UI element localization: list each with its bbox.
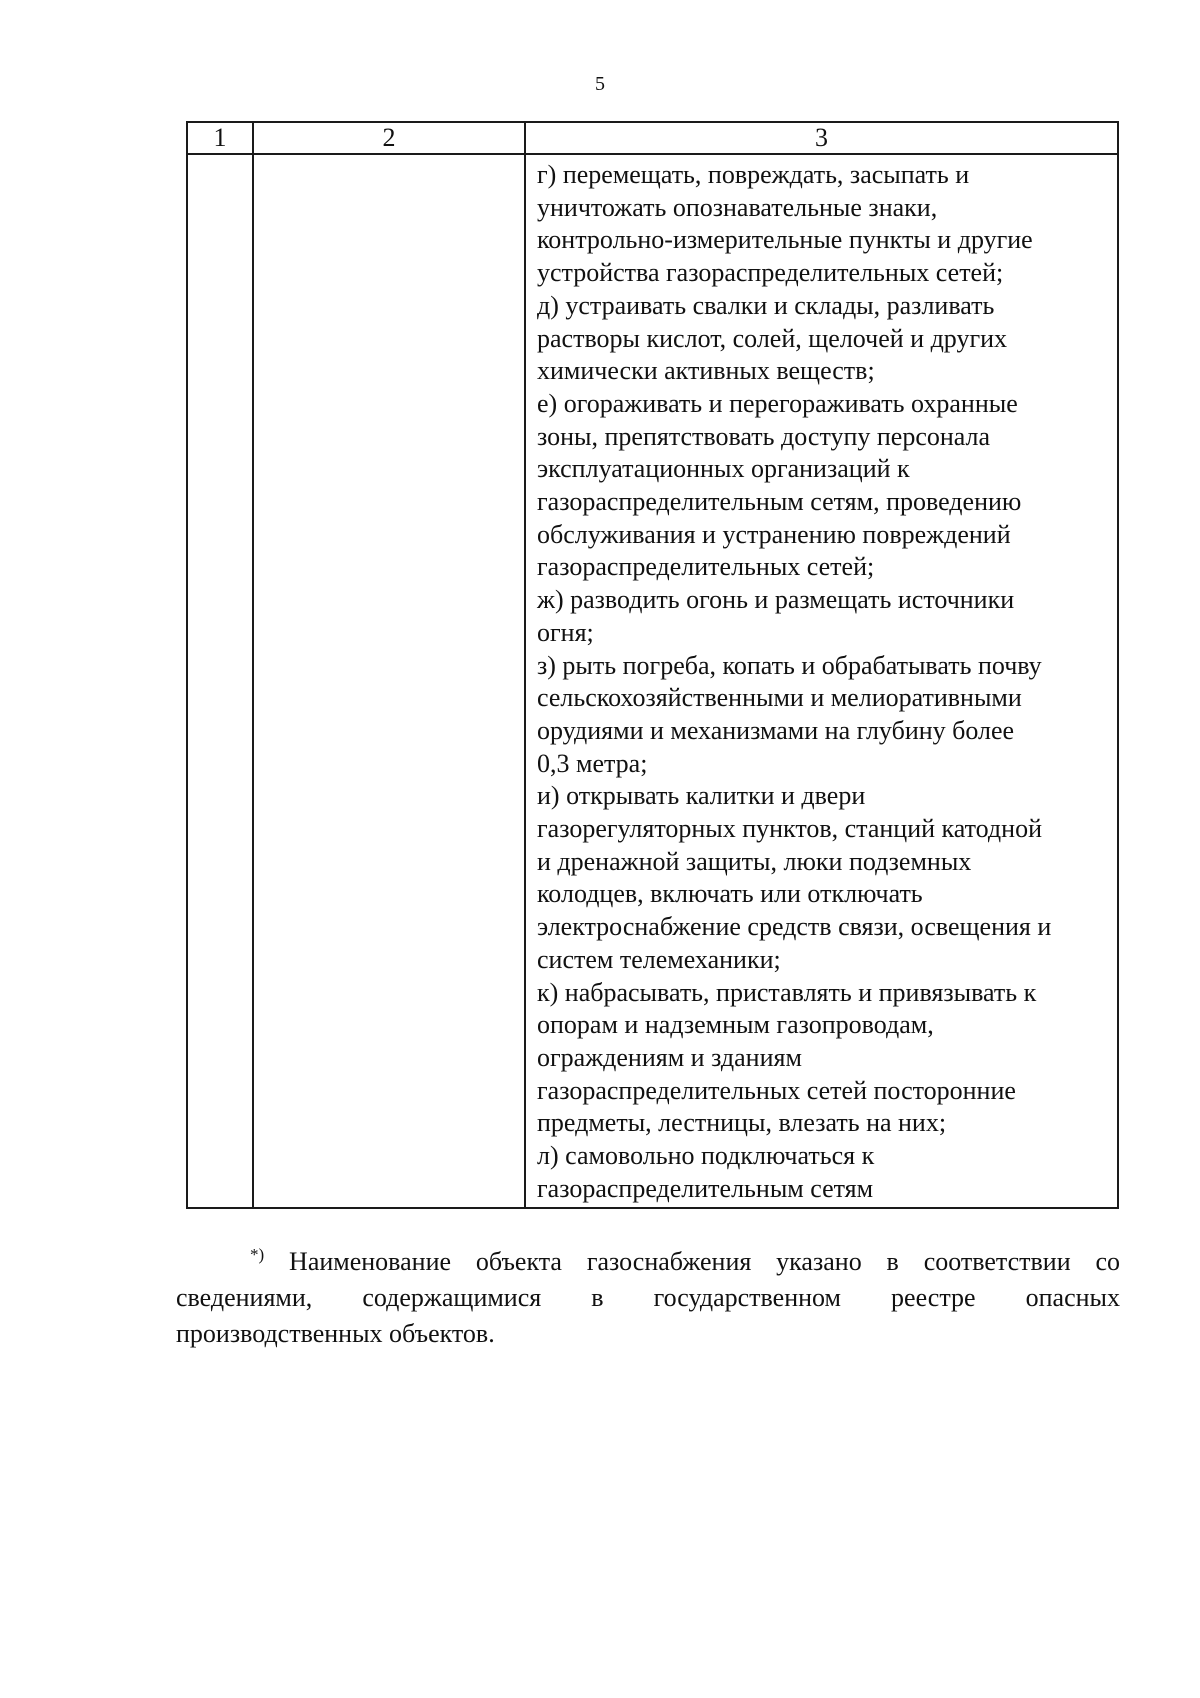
table-header-col-2: 2	[253, 122, 525, 154]
table-cell-col-3	[525, 154, 1118, 1208]
table-header-col-3: 3	[525, 122, 1118, 154]
list-item-line: газораспределительным сетям, проведению	[537, 487, 1022, 517]
list-item-line: огня;	[537, 617, 594, 647]
list-item-line: химически активных веществ;	[537, 356, 875, 386]
list-item-line: газораспределительным сетям	[537, 1173, 874, 1203]
list-item-line: зоны, препятствовать доступу персонала	[537, 421, 991, 451]
list-item-line: орудиями и механизмами на глубину более	[537, 715, 1015, 745]
page-number: 5	[595, 73, 605, 95]
footnote-marker: *)	[250, 1245, 265, 1264]
list-item-line: газораспределительных сетей посторонние	[537, 1075, 1016, 1105]
list-item-line: к) набрасывать, приставлять и привязывать к	[537, 977, 1037, 1007]
list-item-line: колодцев, включать или отключать	[537, 879, 923, 909]
list-item-line: электроснабжение средств связи, освещения и	[537, 912, 1052, 942]
list-item-line: е) огораживать и перегораживать охранные	[537, 388, 1018, 418]
list-item-line: устройства газораспределительных сетей;	[537, 258, 1004, 288]
footnote	[176, 1244, 1120, 1352]
list-item-line: д) устраивать свалки и склады, разливать	[537, 290, 995, 320]
list-item-line: з) рыть погреба, копать и обрабатывать почву	[537, 650, 1042, 680]
list-item-line: предметы, лестницы, влезать на них;	[537, 1108, 947, 1138]
table-header-col-1: 1	[187, 122, 253, 154]
list-item-line: сельскохозяйственными и мелиоративными	[537, 683, 1022, 713]
list-item-line: 0,3 метра;	[537, 748, 648, 778]
footnote-line-text: Наименование объекта газоснабжения указано в соответствии со	[289, 1247, 1121, 1276]
list-item-line: газорегуляторных пунктов, станций катодной	[537, 814, 1042, 844]
prohibitions-table	[186, 121, 1119, 1209]
table-row	[187, 154, 1118, 1208]
list-item-line: и) открывать калитки и двери	[537, 781, 866, 811]
list-item-line: растворы кислот, солей, щелочей и других	[537, 323, 1008, 353]
table-cell-col-1	[187, 154, 253, 1208]
list-item-line: ограждениям и зданиям	[537, 1042, 802, 1072]
list-item-line: ж) разводить огонь и размещать источники	[537, 585, 1015, 615]
footnote-line	[176, 1244, 1120, 1280]
list-item-line: уничтожать опознавательные знаки,	[537, 192, 938, 222]
list-item-line: г) перемещать, повреждать, засыпать и	[537, 160, 970, 189]
footnote-line: производственных объектов.	[176, 1319, 495, 1348]
list-item-line: контрольно-измерительные пункты и другие	[537, 225, 1033, 255]
list-item-line: газораспределительных сетей;	[537, 552, 875, 582]
prohibitions-list	[526, 155, 1117, 1206]
table-header-row	[187, 122, 1118, 154]
footnote-line: сведениями, содержащимися в государственном реестре опасных	[176, 1283, 1120, 1312]
table-cell-col-2	[253, 154, 525, 1208]
list-item-line: эксплуатационных организаций к	[537, 454, 910, 484]
list-item-line: систем телемеханики;	[537, 944, 781, 974]
list-item-line: обслуживания и устранению повреждений	[537, 519, 1011, 549]
list-item-line: опорам и надземным газопроводам,	[537, 1010, 934, 1040]
list-item-line: и дренажной защиты, люки подземных	[537, 846, 972, 876]
list-item-line: л) самовольно подключаться к	[537, 1141, 875, 1171]
